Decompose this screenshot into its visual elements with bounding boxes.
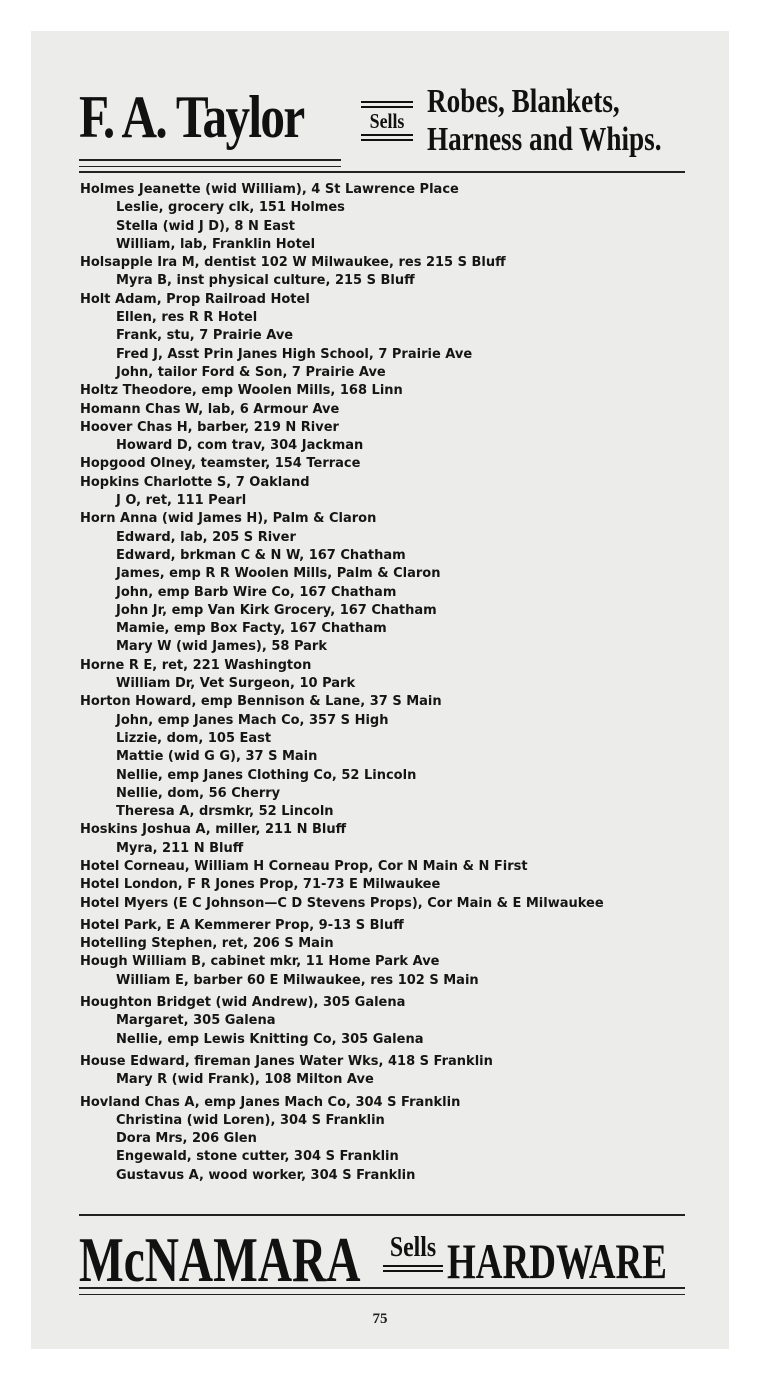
- footer-sells-rule: [383, 1265, 443, 1272]
- directory-sub-entry: Engewald, stone cutter, 304 S Franklin: [116, 1149, 399, 1165]
- directory-sub-entry: Stella (wid J D), 8 N East: [116, 218, 295, 234]
- directory-sub-entry: John, emp Janes Mach Co, 357 S High: [116, 712, 389, 728]
- directory-entry: Horne R E, ret, 221 Washington: [80, 657, 312, 673]
- footer-ad-product: HARDWARE: [447, 1233, 667, 1289]
- directory-page: [31, 31, 729, 1349]
- directory-entries: [80, 181, 690, 1185]
- directory-entry: Holtz Theodore, emp Woolen Mills, 168 Linn: [80, 383, 403, 399]
- header-rule-full: [79, 171, 685, 173]
- page-number: 75: [372, 1311, 388, 1327]
- directory-sub-entry: John Jr, emp Van Kirk Grocery, 167 Chatham: [116, 602, 437, 618]
- directory-entry: Hotel London, F R Jones Prop, 71-73 E Milwaukee: [80, 877, 441, 893]
- footer-rule-bottom: [79, 1287, 685, 1295]
- directory-sub-entry: Nellie, emp Janes Clothing Co, 52 Lincoln: [116, 767, 417, 783]
- directory-sub-entry: Mary W (wid James), 58 Park: [116, 639, 327, 655]
- directory-entry: Hovland Chas A, emp Janes Mach Co, 304 S Franklin: [80, 1094, 461, 1110]
- directory-entry: Hotelling Stephen, ret, 206 S Main: [80, 936, 334, 952]
- directory-entry: Holmes Jeanette (wid William), 4 St Lawrence Place: [80, 182, 459, 197]
- directory-sub-entry: William E, barber 60 E Milwaukee, res 102 S Main: [116, 972, 479, 988]
- directory-sub-entry: Nellie, dom, 56 Cherry: [116, 785, 281, 801]
- directory-sub-entry: Ellen, res R R Hotel: [116, 310, 258, 326]
- directory-sub-entry: Frank, stu, 7 Prairie Ave: [116, 328, 294, 344]
- directory-sub-entry: Mattie (wid G G), 37 S Main: [116, 749, 318, 765]
- directory-entry: Hopgood Olney, teamster, 154 Terrace: [80, 456, 361, 472]
- directory-entry: Hotel Myers (E C Johnson—C D Stevens Props), Cor Main & E Milwaukee: [80, 895, 604, 911]
- footer-ad-business-name: McNAMARA: [79, 1224, 361, 1295]
- directory-sub-entry: Edward, lab, 205 S River: [116, 529, 296, 545]
- directory-sub-entry: John, emp Barb Wire Co, 167 Chatham: [116, 584, 397, 600]
- directory-entry: Houghton Bridget (wid Andrew), 305 Galena: [80, 995, 406, 1011]
- directory-sub-entry: Lizzie, dom, 105 East: [116, 730, 272, 746]
- footer-advertisement: [79, 1213, 685, 1293]
- header-ad-products: [427, 83, 662, 159]
- directory-sub-entry: William, lab, Franklin Hotel: [116, 236, 316, 252]
- directory-entry: Holt Adam, Prop Railroad Hotel: [80, 291, 310, 307]
- footer-ad-sells-label: Sells: [389, 1232, 437, 1263]
- directory-sub-entry: Mamie, emp Box Facty, 167 Chatham: [116, 621, 387, 637]
- sells-rule-bottom: [361, 134, 413, 141]
- directory-sub-entry: Dora Mrs, 206 Glen: [116, 1131, 257, 1147]
- directory-sub-entry: Nellie, emp Lewis Knitting Co, 305 Galena: [116, 1031, 424, 1047]
- directory-sub-entry: Christina (wid Loren), 304 S Franklin: [116, 1112, 385, 1128]
- header-rule-left: [79, 159, 341, 167]
- directory-entry: Horn Anna (wid James H), Palm & Claron: [80, 511, 377, 527]
- directory-entry: Hough William B, cabinet mkr, 11 Home Park Ave: [80, 954, 440, 970]
- directory-sub-entry: William Dr, Vet Surgeon, 10 Park: [116, 676, 356, 692]
- directory-sub-entry: Fred J, Asst Prin Janes High School, 7 Prairie Ave: [116, 346, 473, 362]
- header-advertisement: [79, 81, 685, 165]
- directory-sub-entry: Myra, 211 N Bluff: [116, 840, 244, 856]
- directory-sub-entry: James, emp R R Woolen Mills, Palm & Claron: [116, 566, 441, 582]
- directory-entry: Holsapple Ira M, dentist 102 W Milwaukee, res 215 S Bluff: [80, 255, 506, 271]
- directory-entry: Homann Chas W, lab, 6 Armour Ave: [80, 401, 340, 417]
- header-ad-products-line2: Harness and Whips.: [427, 121, 662, 158]
- header-ad-sells-mark: [361, 99, 413, 143]
- directory-sub-entry: Leslie, grocery clk, 151 Holmes: [116, 200, 345, 216]
- directory-entry: Hopkins Charlotte S, 7 Oakland: [80, 474, 310, 490]
- directory-sub-entry: Mary R (wid Frank), 108 Milton Ave: [116, 1072, 374, 1088]
- footer-ad-sells-mark: [383, 1233, 443, 1274]
- directory-entry: House Edward, fireman Janes Water Wks, 418 S Franklin: [80, 1053, 493, 1069]
- header-ad-products-line1: Robes, Blankets,: [427, 83, 620, 120]
- directory-sub-entry: Theresa A, drsmkr, 52 Lincoln: [116, 804, 334, 820]
- directory-entry: Hoover Chas H, barber, 219 N River: [80, 419, 339, 435]
- directory-sub-entry: Edward, brkman C & N W, 167 Chatham: [116, 547, 406, 563]
- sells-rule-top: [361, 101, 413, 108]
- directory-sub-entry: Myra B, inst physical culture, 215 S Bluff: [116, 273, 415, 289]
- directory-entry: Hoskins Joshua A, miller, 211 N Bluff: [80, 822, 347, 838]
- directory-sub-entry: John, tailor Ford & Son, 7 Prairie Ave: [116, 364, 386, 380]
- header-ad-sells-label: Sells: [369, 109, 405, 133]
- directory-entry: Hotel Corneau, William H Corneau Prop, Cor N Main & N First: [80, 858, 528, 874]
- directory-sub-entry: Howard D, com trav, 304 Jackman: [116, 438, 364, 454]
- directory-sub-entry: J O, ret, 111 Pearl: [116, 493, 247, 509]
- directory-entry: Hotel Park, E A Kemmerer Prop, 9-13 S Bluff: [80, 917, 404, 933]
- directory-sub-entry: Margaret, 305 Galena: [116, 1013, 276, 1029]
- directory-entry: Horton Howard, emp Bennison & Lane, 37 S Main: [80, 694, 442, 710]
- header-ad-business-name: F. A. Taylor: [79, 84, 304, 150]
- directory-sub-entry: Gustavus A, wood worker, 304 S Franklin: [116, 1167, 416, 1183]
